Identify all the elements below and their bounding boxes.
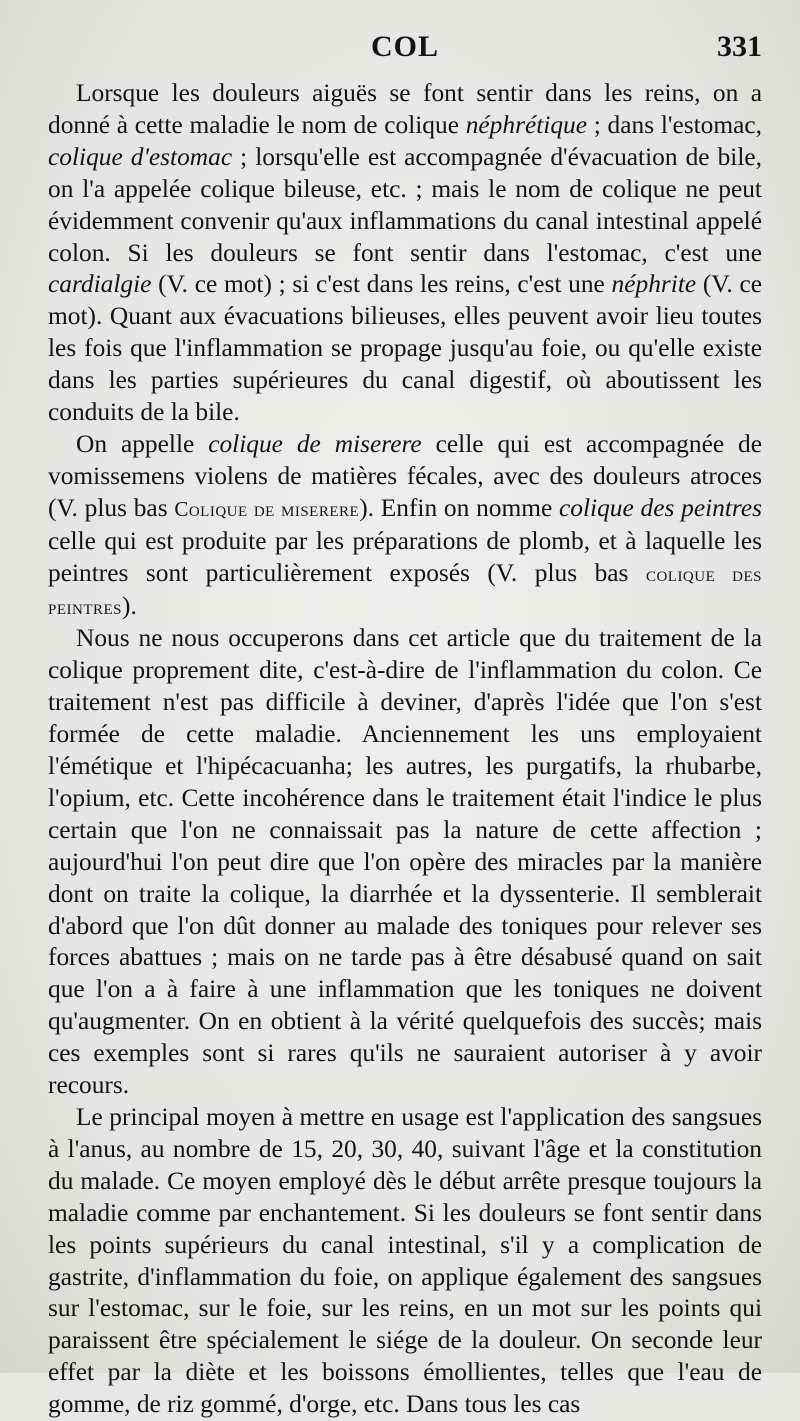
- page-number: 331: [717, 30, 762, 63]
- italic-term: colique d'estomac: [48, 142, 233, 171]
- text-run: celle qui est produite par les préparations de plomb, et à laquelle les peintres sont particulièrement exposés (V. plus bas: [48, 526, 762, 587]
- paragraph-4: [48, 1102, 762, 1421]
- italic-term: colique des peintres: [559, 493, 763, 522]
- paragraph-1: [48, 78, 762, 429]
- running-head: [48, 30, 762, 74]
- text-run: (V. ce mot) ; si c'est dans les reins, c'est une: [151, 270, 612, 299]
- text-run: ; lorsqu'elle est accompagnée d'évacuation de bile, on l'a appelée colique bileuse, etc. ; mais le nom de colique ne peut évidemment convenir qu'aux inflammations du canal intestinal appelé colon. Si les douleurs se font sentir dans l'estomac, c'est une: [48, 142, 762, 267]
- paragraph-3: [48, 623, 762, 1102]
- italic-term: néphrétique: [465, 110, 587, 139]
- text-run: Nous ne nous occuperons dans cet article que du traitement de la colique proprement dite, c'est-à-dire de l'inflammation du colon. Ce traitement n'est pas difficile à deviner, d'après l'idée que l'on s'est formée de cette maladie. Anciennement les uns employaient l'émétique et l'hipécacuanha; les autres, les purgatifs, la rhubarbe, l'opium, etc. Cette incohérence dans le traitement était l'indice le plus certain que l'on ne connaissait pas la nature de cette affection ; aujourd'hui l'on peut dire que l'on opère des miracles par la manière dont on traite la colique, la diarrhée et la dyssenterie. Il semblerait d'abord que l'on dût donner au malade des toniques pour relever ses forces abattues ; mais on ne tarde pas à être désabusé quand on sait que l'on a à faire à une inflammation que les toniques ne doivent qu'augmenter. On en obtient à la vérité quelquefois des succès; mais ces exemples sont si rares qu'ils ne sauraient autoriser à y avoir recours.: [48, 624, 762, 1100]
- text-run: ; dans l'estomac,: [587, 110, 762, 139]
- text-run: (V. ce mot). Quant aux évacuations bilieuses, elles peuvent avoir lieu toutes les fois que l'inflammation se propage jusqu'au foie, ou qu'elle existe dans les parties supérieures du canal digestif, où aboutissent les conduits de la bile.: [48, 270, 762, 427]
- italic-term: colique de miserere: [208, 429, 422, 458]
- text-run: On appelle: [76, 429, 209, 458]
- text-run: celle qui est accompagnée de vomissemens violens de matières fécales, avec des douleurs atroces (V. plus bas: [48, 429, 762, 522]
- italic-term: cardialgie: [48, 270, 152, 299]
- italic-term: néphrite: [611, 270, 697, 299]
- running-title: COL: [370, 30, 439, 63]
- text-run: ). Enfin on nomme: [359, 493, 560, 522]
- paragraph-2: [48, 429, 762, 623]
- body-text: [48, 78, 762, 1421]
- cross-reference: Colique de miserere: [174, 496, 360, 521]
- text-run: ).: [122, 591, 137, 620]
- text-run: Le principal moyen à mettre en usage est l'application des sangsues à l'anus, au nombre de 15, 20, 30, 40, suivant l'âge et la constitution du malade. Ce moyen employé dès le début arrête presque toujours la maladie comme par enchantement. Si les douleurs se font sentir dans les points supérieurs du canal intestinal, s'il y a complication de gastrite, d'inflammation du foie, on applique également des sangsues sur l'estomac, sur le foie, sur les reins, en un mot sur les points qui paraissent être spécialement le siége de la douleur. On seconde leur effet par la diète et les boissons émollientes, telles que l'eau de gomme, de riz gommé, d'orge, etc. Dans tous les cas: [48, 1103, 762, 1419]
- cross-reference: colique des peintres: [48, 561, 762, 619]
- text-run: Lorsque les douleurs aiguës se font sentir dans les reins, on a donné à cette maladie le nom de colique: [48, 79, 762, 139]
